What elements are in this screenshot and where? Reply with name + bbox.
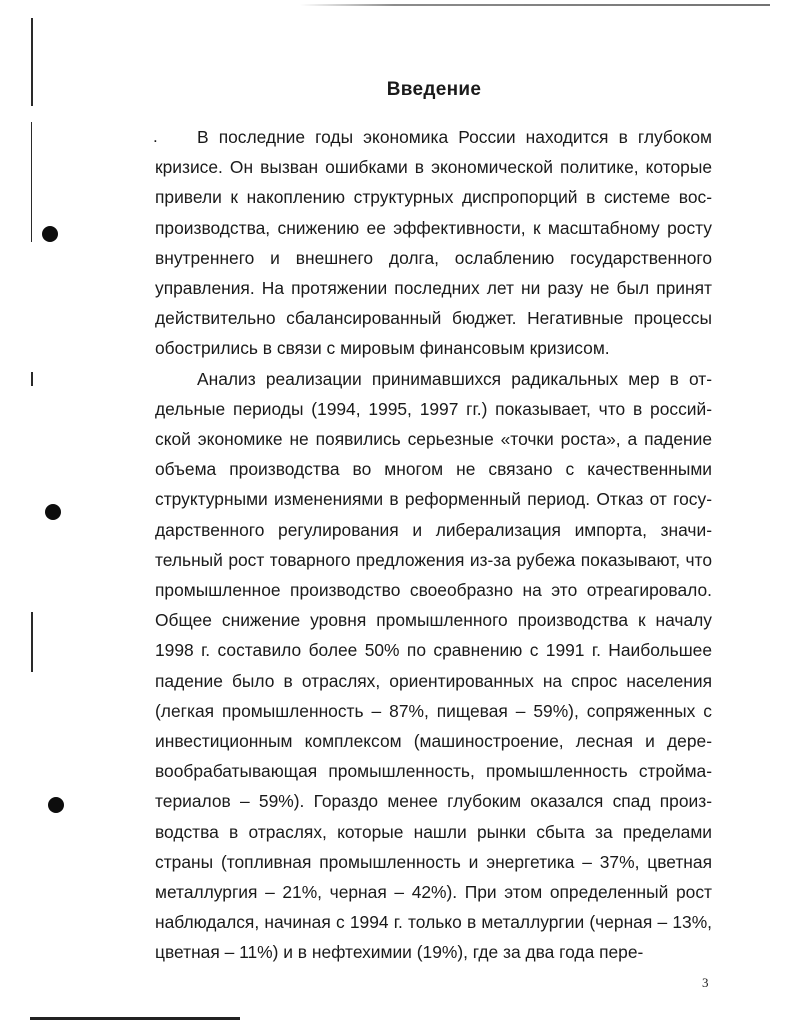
binder-hole-top xyxy=(42,226,58,242)
scan-edge-left-lower xyxy=(31,612,33,672)
scan-edge-bottom xyxy=(30,1017,240,1020)
stray-mark: . xyxy=(153,127,158,146)
binder-hole-middle xyxy=(45,504,61,520)
paragraph-1: В последние годы экономика России находится в глубоком кризисе. Он вызван ошибками в экономической политике, которые привели к накоплению структурных диспропорций в системе воспроизводства, снижению ее эффективности, к масштабному росту внутреннего и внешнего долга, ослаблению государственного управления. На протяжении последних лет ни разу не был принят действительно сбалансированный бюджет. Негативные процессы обострились в связи с мировым финансовым кризисом. xyxy=(155,127,712,359)
binder-hole-bottom xyxy=(48,797,64,813)
scan-edge-top xyxy=(300,4,770,6)
page-number: 3 xyxy=(702,975,709,990)
scan-edge-left-tick xyxy=(31,372,33,386)
page-title: Введение xyxy=(386,79,482,100)
paragraph-2: Анализ реализации принимавшихся радикальных мер в отдельные периоды (1994, 1995, 1997 гг.) показывает, что в российской экономике не появились серьезные «точки роста», а падение объема производства во многом не связано с качественными структурными изменениями в реформенный период. Отказ от государственного регулирования и либерализация импорта, значительный рост товарного предложения из-за рубежа показывают, что промышленное производство своеобразно на это отреагировало. Общее снижение уровня промышленного производства к началу 1998 г. составило более 50% по сравнению с 1991 г. Наибольшее падение было в отраслях, ориентированных на спрос населения (легкая промышленность – 87%, пищевая – 59%), сопряженных с инвестиционным комплексом (машиностроение, лесная и деревообрабатывающая промышленность, промышленность стройматериалов – 59%). Гораздо менее глубоким оказался спад производства в отраслях, которые нашли рынки сбыта за пределами страны (топливная промышленность и энергетика – 37%, цветная металлургия – 21%, черная – 42%). При этом определенный рост наблюдался, начиная с 1994 г. только в металлургии (черная – 13%, цветная – 11%) и в нефтехимии (19%), где за два года пере- xyxy=(155,368,712,963)
scan-edge-left-mid xyxy=(31,122,32,242)
body-text xyxy=(155,122,712,968)
